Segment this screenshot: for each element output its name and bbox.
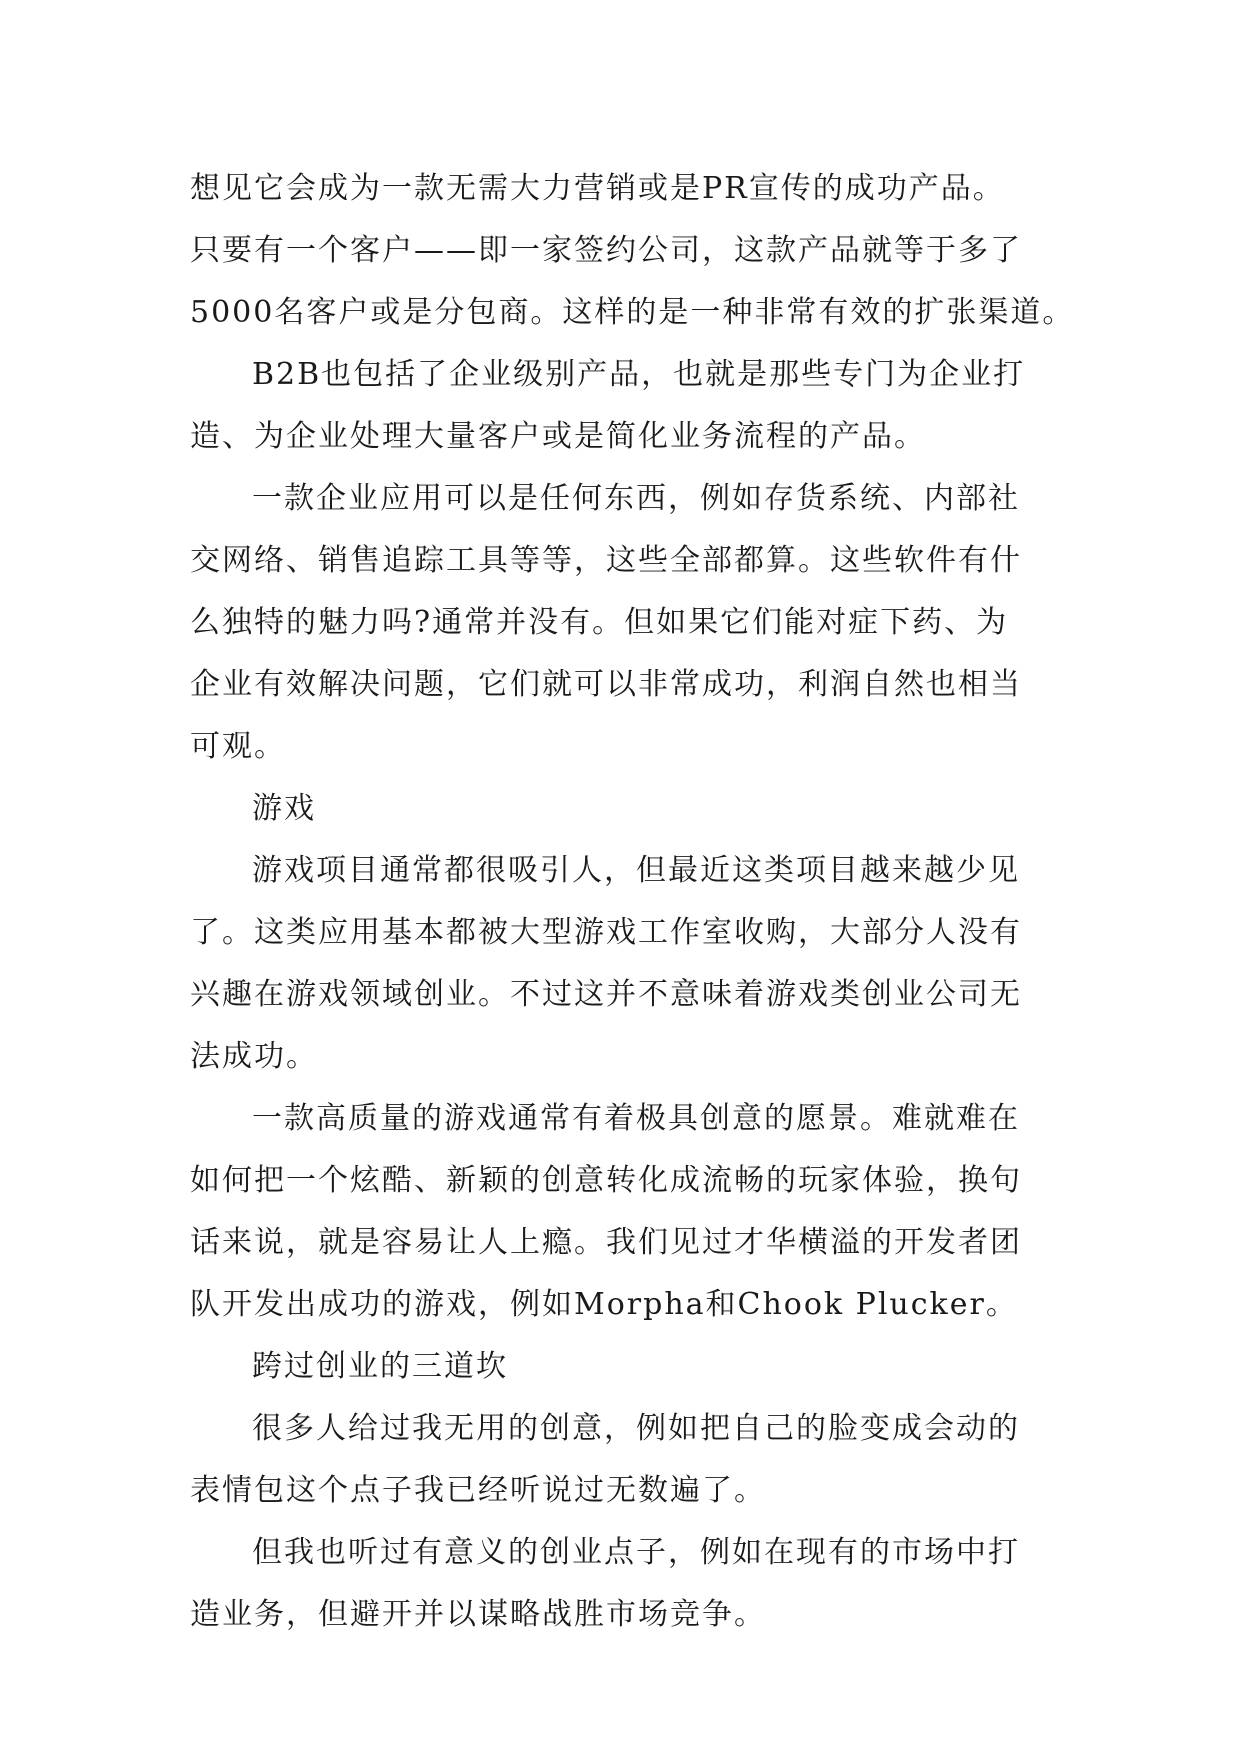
text-line: 5000名客户或是分包商。这样的是一种非常有效的扩张渠道。 [190,295,1075,330]
text-line: 游戏项目通常都很吸引人，但最近这类项目越来越少见 [252,853,1020,888]
text-line: 造业务，但避开并以谋略战胜市场竞争。 [190,1597,766,1632]
text-line: 一款企业应用可以是任何东西，例如存货系统、内部社 [252,481,1020,516]
text-line: 兴趣在游戏领域创业。不过这并不意味着游戏类创业公司无 [190,977,1022,1012]
text-line: 企业有效解决问题，它们就可以非常成功，利润自然也相当 [190,667,1022,702]
text-line: B2B也包括了企业级别产品，也就是那些专门为企业打 [252,357,1026,392]
text-line: 如何把一个炫酷、新颖的创意转化成流畅的玩家体验，换句 [190,1163,1022,1198]
text-line: 但我也听过有意义的创业点子，例如在现有的市场中打 [252,1535,1020,1570]
text-line: 可观。 [190,729,286,764]
text-line: 一款高质量的游戏通常有着极具创意的愿景。难就难在 [252,1101,1020,1136]
text-line: 么独特的魅力吗?通常并没有。但如果它们能对症下药、为 [190,605,1009,640]
text-line: 很多人给过我无用的创意，例如把自己的脸变成会动的 [252,1411,1020,1446]
text-line: 了。这类应用基本都被大型游戏工作室收购，大部分人没有 [190,915,1022,950]
section-heading: 跨过创业的三道坎 [252,1349,508,1384]
text-line: 只要有一个客户——即一家签约公司，这款产品就等于多了 [190,233,1022,268]
text-line: 想见它会成为一款无需大力营销或是PR宣传的成功产品。 [190,171,1005,206]
text-line: 表情包这个点子我已经听说过无数遍了。 [190,1473,766,1508]
section-heading: 游戏 [252,791,316,826]
text-line: 交网络、销售追踪工具等等，这些全部都算。这些软件有什 [190,543,1022,578]
text-line: 造、为企业处理大量客户或是简化业务流程的产品。 [190,419,926,454]
document-body [190,158,1075,1646]
text-line: 话来说，就是容易让人上瘾。我们见过才华横溢的开发者团 [190,1225,1022,1260]
text-line: 法成功。 [190,1039,318,1074]
text-line: 队开发出成功的游戏，例如Morpha和Chook Plucker。 [190,1287,1018,1322]
